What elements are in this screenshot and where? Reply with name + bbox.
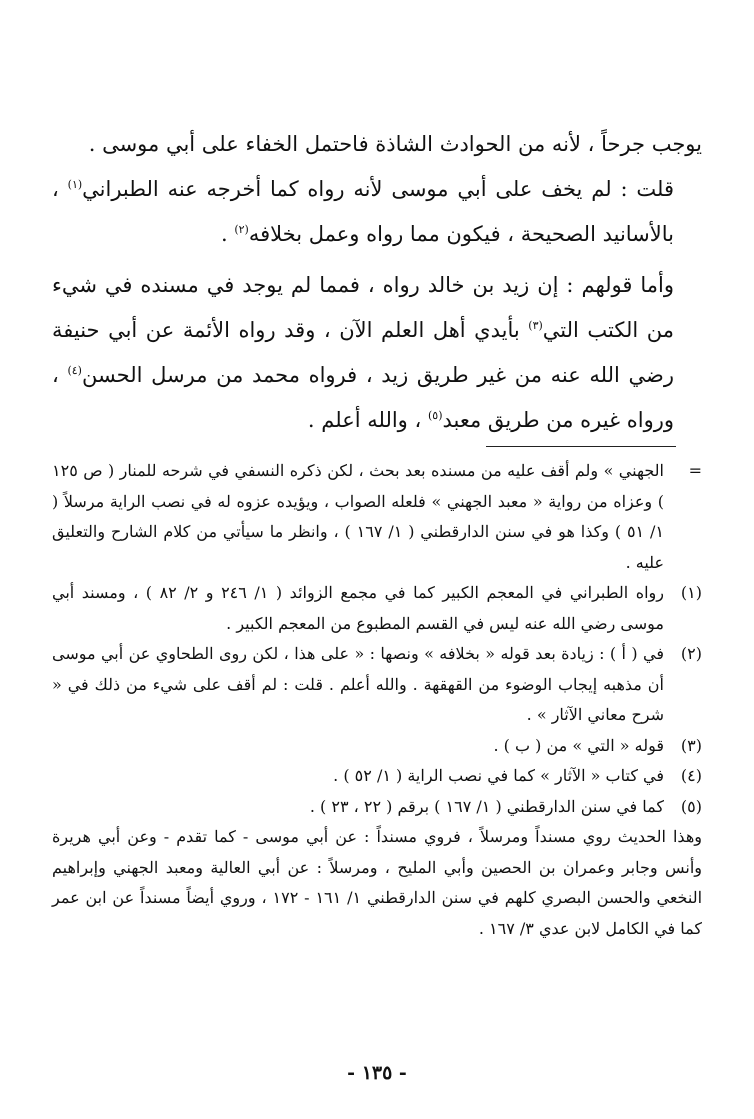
main-text	[52, 122, 702, 443]
footnotes	[52, 456, 702, 944]
footnote-text: في ( أ ) : زيادة بعد قوله « بخلافه » ونصها : « على هذا ، لكن روى الطحاوي عن أبي موسى أن مذهبه إيجاب الوضوء من القهقهة . والله أعلم . قلت : لم أقف على شيء من ذلك في « شرح معاني الآثار » .	[52, 644, 664, 724]
footnote-text: كما في سنن الدارقطني ( ١/ ١٦٧ ) برقم ( ٢٢ ، ٢٣ ) .	[309, 796, 664, 816]
footnote-number: (٥)	[680, 796, 702, 816]
footnote-divider	[486, 446, 676, 447]
footnote-ref-1[interactable]: (١)	[67, 178, 83, 191]
footnote-3	[52, 731, 702, 762]
footnote-text: الجهني » ولم أقف عليه من مسنده بعد بحث ، لكن ذكره النسفي في شرحه للمنار ( ص ١٢٥ ) وعزاه من رواية « معبد الجهني » فلعله الصواب ، ويؤيده عزوه له في نصب الراية مرسلاً ( ١/ ٥١ ) وكذا هو في سنن الدارقطني ( ١/ ١٦٧ ) ، وانظر ما سيأتي من كلام الشارح والتعليق عليه .	[52, 461, 665, 572]
footnote-5-continuation: وهذا الحديث روي مسنداً ومرسلاً ، فروي مسنداً : عن أبي موسى - كما تقدم - وعن أبي هريرة وأنس وجابر وعمران بن الحصين وأبي المليح ، ومرسلاً : عن أبي العالية ومعبد الجهني وإبراهيم النخعي والحسن البصري كلهم في سنن الدارقطني ١/ ١٦١ - ١٧٢ ، وروي أيضاً مسنداً عن ابن عمر كما في الكامل لابن عدي ٣/ ١٦٧ .	[52, 827, 703, 938]
footnote-ref-4[interactable]: (٤)	[67, 364, 82, 377]
paragraph-2: قلت : لم يخف على أبي موسى لأنه رواه كما أخرجه عنه الطبراني$^{(١)}$ ، بالأسانيد الصحيحة ، فيكون مما رواه وعمل بخلافه$^{(٢)}$ .	[52, 177, 674, 246]
paragraph-3: وأما قولهم : إن زيد بن خالد رواه ، فمما لم يوجد في مسنده في شيء من الكتب التي$^{(٣)}$ بأيدي أهل العلم الآن ، وقد رواه الأئمة عن أبي حنيفة رضي الله عنه من غير طريق زيد ، فرواه محمد من مرسل الحسن$^{(٤)}$ ، ورواه غيره من طريق معبد$^{(٥)}$ ، والله أعلم .	[52, 273, 674, 432]
footnote-1	[52, 578, 702, 639]
footnote-4	[52, 761, 702, 792]
footnote-ref-2[interactable]: (٢)	[234, 223, 249, 236]
footnote-ref-5[interactable]: (٥)	[427, 409, 443, 422]
footnote-2	[52, 639, 702, 731]
footnote-ref-3[interactable]: (٣)	[528, 319, 543, 332]
footnote-continuation	[52, 456, 702, 578]
paragraph-1: يوجب جرحاً ، لأنه من الحوادث الشاذة فاحتمل الخفاء على أبي موسى .	[88, 132, 702, 156]
page-number: - ١٣٥ -	[347, 1062, 407, 1084]
footnote-text: رواه الطبراني في المعجم الكبير كما في مجمع الزوائد ( ١/ ٢٤٦ و ٢/ ٨٢ ) ، ومسند أبي موسى رضي الله عنه ليس في القسم المطبوع من المعجم الكبير .	[52, 583, 664, 633]
footnote-5	[52, 792, 702, 823]
footnote-number: (١)	[680, 583, 702, 602]
footnote-number: (٣)	[680, 735, 702, 755]
footnote-text: في كتاب « الآثار » كما في نصب الراية ( ١/ ٥٢ ) .	[333, 766, 664, 785]
footnote-text: قوله « التي » من ( ب ) .	[493, 735, 664, 755]
footnote-number: (٤)	[680, 766, 702, 785]
footnote-number: (٢)	[680, 644, 702, 663]
continuation-mark: =	[688, 461, 702, 480]
